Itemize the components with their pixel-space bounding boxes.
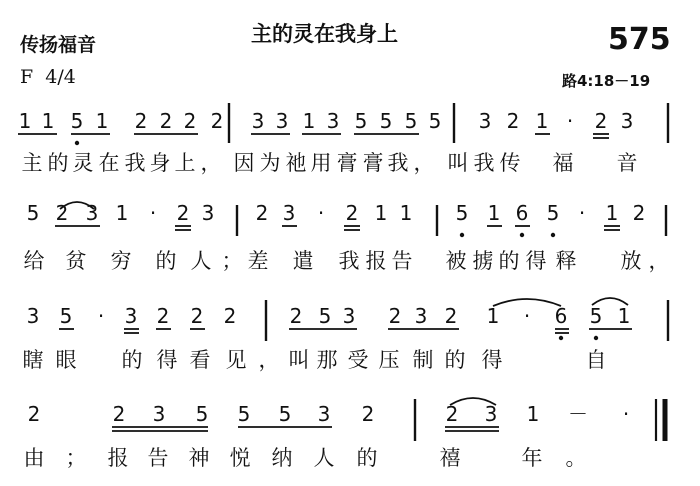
lyric-1-11: 被 [445,249,467,273]
octave-dot-1-2-2 [551,233,555,237]
lyric-1-4: 人 [190,249,212,273]
lyric-0-8: 因 [233,151,255,175]
octave-dot-2-1-1 [594,336,598,340]
note-1-1-0: 2 [255,201,269,225]
lyric-2-6: ， [258,348,280,372]
lyric-0-13: 膏 [362,151,384,175]
note-0-0-6: 2 [183,109,197,133]
note-1-2-6: 2 [632,201,646,225]
note-0-0-5: 2 [159,109,173,133]
note-3-1-3: － [568,402,588,426]
note-2-1-0: 2 [289,304,303,328]
octave-dot-1-2-0 [460,233,464,237]
scripture-reference: 路4:18－19 [562,72,651,90]
lyric-3-4: 神 [188,446,210,470]
lyric-0-15: ， [413,151,435,175]
lyric-1-2: 穷 [110,249,132,273]
note-3-0-6: 3 [317,402,331,426]
note-0-1-6: 5 [404,109,418,133]
note-1-1-5: 1 [399,201,413,225]
lyric-0-0: 主 [21,151,43,175]
lyric-1-9: 报 [365,249,387,273]
note-3-1-2: 1 [526,402,540,426]
note-0-0-2: 5 [70,109,84,133]
lyric-0-14: 我 [387,151,409,175]
note-3-1-0: 2 [445,402,459,426]
note-0-0-3: 1 [95,109,109,133]
lyric-0-20: 音 [616,151,638,175]
note-2-1-5: 2 [444,304,458,328]
note-1-1-2: · [317,201,325,225]
note-tail-0-1-0: 5 [428,109,442,133]
note-2-0-6: 2 [223,304,237,328]
note-3-0-0: 2 [27,402,41,426]
note-0-1-2: 1 [302,109,316,133]
note-0-1-0: 3 [251,109,265,133]
note-2-1-3: 2 [388,304,402,328]
note-1-0-3: 1 [115,201,129,225]
note-3-0-7: 2 [361,402,375,426]
lyric-0-11: 用 [310,151,332,175]
note-2-1-4: 3 [414,304,428,328]
note-1-0-2: 3 [85,201,99,225]
note-2-1-8: 6 [554,304,568,328]
lyric-1-1: 贫 [65,249,87,273]
note-2-1-6: 1 [486,304,500,328]
lyric-1-5: ； [221,249,243,273]
note-2-1-9: 5 [589,304,603,328]
note-2-1-2: 3 [342,304,356,328]
lyric-2-5: 见 [225,348,247,372]
lyric-1-12: 掳 [472,249,494,273]
note-1-2-2: 6 [515,201,529,225]
note-1-0-0: 5 [26,201,40,225]
lyric-2-11: 制 [412,348,434,372]
note-3-0-4: 5 [237,402,251,426]
lyric-2-4: 看 [189,348,211,372]
note-3-1-4: · [622,402,630,426]
lyric-3-0: 由 [23,446,45,470]
lyric-0-12: 膏 [336,151,358,175]
note-0-0-4: 2 [134,109,148,133]
lyric-2-14: 自 [585,348,607,372]
note-0-1-4: 5 [354,109,368,133]
note-2-0-4: 2 [156,304,170,328]
note-2-0-2: · [97,304,105,328]
note-0-2-2: 1 [535,109,549,133]
note-1-2-4: · [578,201,586,225]
note-2-0-0: 3 [26,304,40,328]
note-3-0-2: 3 [152,402,166,426]
hymn-number: 575 [608,22,671,57]
key-time-signature: F 4/4 [20,66,76,88]
lyric-0-5: 身 [149,151,171,175]
lyric-3-11: 。 [565,446,587,470]
octave-dot-2-1-0 [559,336,563,340]
note-0-2-3: · [566,109,574,133]
note-1-1-4: 1 [374,201,388,225]
note-2-0-3: 3 [124,304,138,328]
lyric-2-9: 受 [347,348,369,372]
lyric-0-16: 叫 [447,151,469,175]
note-2-1-10: 1 [617,304,631,328]
lyric-1-13: 的 [498,249,520,273]
note-3-0-5: 5 [278,402,292,426]
note-0-2-5: 3 [620,109,634,133]
lyric-0-2: 灵 [72,151,94,175]
lyric-1-15: 释 [555,249,577,273]
lyric-3-9: 禧 [439,446,461,470]
octave-dot-0-0-0 [75,141,79,145]
note-2-1-7: · [523,304,531,328]
lyric-0-7: ， [200,151,222,175]
lyric-3-1: ； [65,446,87,470]
note-0-2-4: 2 [594,109,608,133]
lyric-0-6: 上 [174,151,196,175]
note-tail-0-0-0: 2 [210,109,224,133]
lyric-3-2: 报 [107,446,129,470]
octave-dot-1-2-1 [520,233,524,237]
collection-label: 传扬福音 [20,34,97,56]
lyric-1-6: 差 [247,249,269,273]
lyric-3-3: 告 [147,446,169,470]
note-3-1-1: 3 [484,402,498,426]
lyric-0-3: 在 [98,151,120,175]
lyric-0-18: 传 [499,151,521,175]
lyric-2-3: 得 [156,348,178,372]
lyric-2-12: 的 [444,348,466,372]
lyric-2-1: 眼 [55,348,77,372]
lyric-3-6: 纳 [271,446,293,470]
note-2-0-5: 2 [190,304,204,328]
lyric-2-10: 压 [378,348,400,372]
lyric-3-7: 人 [313,446,335,470]
lyric-3-10: 年 [521,446,543,470]
lyric-2-13: 得 [481,348,503,372]
lyric-0-19: 福 [552,151,574,175]
note-0-0-1: 1 [41,109,55,133]
lyric-1-16: 放 [620,249,642,273]
note-3-0-3: 5 [195,402,209,426]
note-1-0-4: · [149,201,157,225]
note-1-0-1: 2 [55,201,69,225]
lyric-2-2: 的 [121,348,143,372]
lyric-0-17: 我 [473,151,495,175]
lyric-3-5: 悦 [229,446,251,470]
lyric-2-7: 叫 [288,348,310,372]
note-1-2-1: 1 [487,201,501,225]
lyric-0-4: 我 [124,151,146,175]
lyric-1-17: ， [648,249,670,273]
lyric-2-0: 瞎 [22,348,44,372]
lyric-0-9: 为 [259,151,281,175]
song-title: 主的灵在我身上 [251,22,398,46]
note-1-1-1: 3 [282,201,296,225]
note-3-0-1: 2 [112,402,126,426]
lyric-0-10: 祂 [285,151,307,175]
note-0-1-5: 5 [379,109,393,133]
note-1-2-0: 5 [455,201,469,225]
lyric-0-1: 的 [47,151,69,175]
note-0-0-0: 1 [18,109,32,133]
note-0-2-0: 3 [478,109,492,133]
lyric-1-0: 给 [23,249,45,273]
lyric-1-7: 遣 [292,249,314,273]
note-2-0-1: 5 [59,304,73,328]
note-1-0-5: 2 [176,201,190,225]
lyric-1-14: 得 [525,249,547,273]
note-0-2-1: 2 [506,109,520,133]
note-1-2-5: 1 [605,201,619,225]
note-0-1-3: 3 [326,109,340,133]
note-0-1-1: 3 [275,109,289,133]
lyric-1-8: 我 [338,249,360,273]
lyric-3-8: 的 [356,446,378,470]
lyric-1-10: 告 [391,249,413,273]
lyric-1-3: 的 [155,249,177,273]
note-1-0-6: 3 [201,201,215,225]
note-1-2-3: 5 [546,201,560,225]
note-2-1-1: 5 [318,304,332,328]
lyric-2-8: 那 [316,348,338,372]
note-1-1-3: 2 [345,201,359,225]
